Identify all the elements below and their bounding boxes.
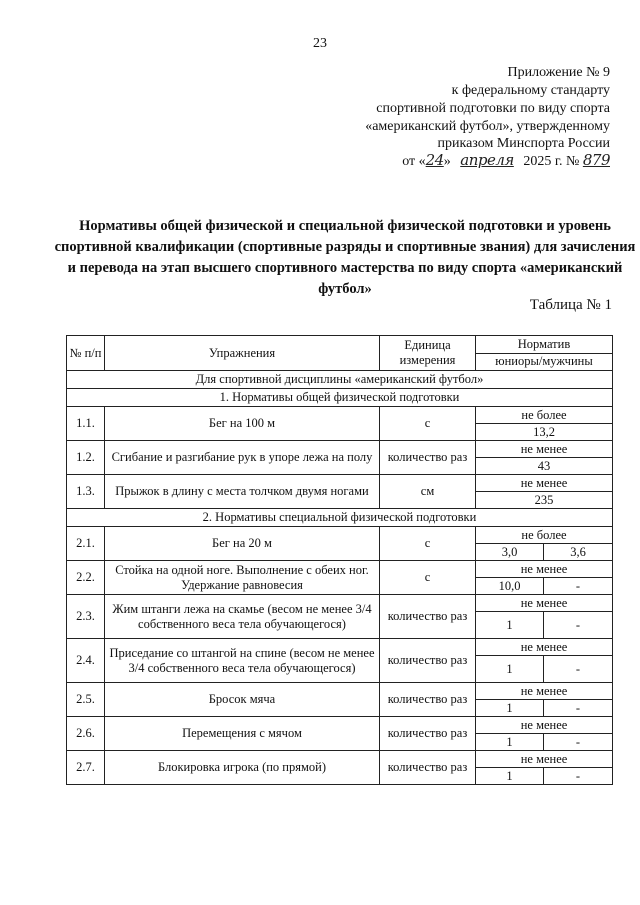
- table-row: [67, 595, 613, 612]
- row-value-1: 1: [476, 656, 544, 683]
- row-value-2: 3,6: [544, 544, 613, 561]
- row-num: 2.3.: [67, 595, 105, 639]
- table-row: [67, 527, 613, 544]
- appendix-line: к федеральному стандарту: [451, 83, 610, 98]
- section-row: [67, 509, 613, 527]
- row-value-1: 3,0: [476, 544, 544, 561]
- row-num: 2.1.: [67, 527, 105, 561]
- row-unit: количество раз: [380, 751, 476, 785]
- appendix-line: Приложение № 9: [507, 65, 610, 80]
- row-value-1: 1: [476, 734, 544, 751]
- discipline-label: Для спортивной дисциплины «американский футбол»: [67, 371, 613, 389]
- row-limit: не более: [476, 407, 613, 424]
- header-norm: Норматив: [476, 336, 613, 354]
- table-row: [67, 407, 613, 424]
- row-value-2: -: [544, 656, 613, 683]
- row-exercise: Блокировка игрока (по прямой): [105, 751, 380, 785]
- date-month-handwritten: апреля: [460, 151, 514, 169]
- document-title: Нормативы общей физической и специальной физической подготовки и уровень спортивной квалификации (спортивные разряды и спортивные звания) для зачисления и перевода на этап высшего спортивного мастерства по виду спорта «американский футбол»: [54, 218, 636, 297]
- header-num: № п/п: [67, 336, 105, 371]
- row-value: 13,2: [476, 424, 613, 441]
- row-limit: не менее: [476, 475, 613, 492]
- row-value-2: -: [544, 768, 613, 785]
- row-num: 1.3.: [67, 475, 105, 509]
- table-row: [67, 475, 613, 492]
- row-unit: количество раз: [380, 683, 476, 717]
- table-row: [67, 751, 613, 768]
- order-date-line: [402, 151, 610, 170]
- row-num: 1.1.: [67, 407, 105, 441]
- date-mid: »: [443, 154, 451, 169]
- appendix-line: приказом Минспорта России: [437, 136, 610, 151]
- header-exercise: Упражнения: [105, 336, 380, 371]
- row-num: 2.2.: [67, 561, 105, 595]
- row-value-1: 1: [476, 700, 544, 717]
- table-row: [67, 561, 613, 578]
- row-unit: с: [380, 527, 476, 561]
- row-num: 2.5.: [67, 683, 105, 717]
- row-num: 2.6.: [67, 717, 105, 751]
- table-label: Таблица № 1: [529, 297, 612, 313]
- row-num: 1.2.: [67, 441, 105, 475]
- row-value-1: 1: [476, 612, 544, 639]
- row-exercise: Жим штанги лежа на скамье (весом не менее 3/4 собственного веса тела обучающегося): [105, 595, 380, 639]
- row-limit: не менее: [476, 717, 613, 734]
- row-limit: не более: [476, 527, 613, 544]
- row-value: 43: [476, 458, 613, 475]
- table-row: [67, 441, 613, 458]
- row-exercise: Бег на 100 м: [105, 407, 380, 441]
- appendix-line: спортивной подготовки по виду спорта: [376, 101, 610, 116]
- table-row: [67, 717, 613, 734]
- order-number-handwritten: 879: [582, 151, 610, 169]
- row-unit: с: [380, 407, 476, 441]
- page-number: 23: [313, 36, 327, 51]
- section-row: [67, 389, 613, 407]
- standards-table: [66, 335, 613, 785]
- row-value-1: 10,0: [476, 578, 544, 595]
- table-row: [67, 639, 613, 656]
- header-group: юниоры/мужчины: [476, 353, 613, 371]
- row-unit: с: [380, 561, 476, 595]
- date-day-handwritten: 24: [425, 151, 444, 169]
- row-exercise: Бег на 20 м: [105, 527, 380, 561]
- row-unit: количество раз: [380, 717, 476, 751]
- header-unit: Единица измерения: [380, 336, 476, 371]
- row-exercise: Прыжок в длину с места толчком двумя ногами: [105, 475, 380, 509]
- row-value-2: -: [544, 612, 613, 639]
- row-exercise: Приседание со штангой на спине (весом не менее 3/4 собственного веса тела обучающегося): [105, 639, 380, 683]
- row-value-2: -: [544, 700, 613, 717]
- row-exercise: Бросок мяча: [105, 683, 380, 717]
- row-exercise: Перемещения с мячом: [105, 717, 380, 751]
- header-row: [67, 336, 613, 354]
- row-limit: не менее: [476, 595, 613, 612]
- row-limit: не менее: [476, 441, 613, 458]
- row-value-1: 1: [476, 768, 544, 785]
- row-limit: не менее: [476, 639, 613, 656]
- row-unit: количество раз: [380, 639, 476, 683]
- row-value-2: -: [544, 578, 613, 595]
- date-year: 2025 г. №: [523, 154, 580, 169]
- table-row: [67, 683, 613, 700]
- date-prefix: от «: [402, 154, 426, 169]
- row-value-2: -: [544, 734, 613, 751]
- row-exercise: Сгибание и разгибание рук в упоре лежа на полу: [105, 441, 380, 475]
- row-limit: не менее: [476, 561, 613, 578]
- row-value: 235: [476, 492, 613, 509]
- row-exercise: Стойка на одной ноге. Выполнение с обеих ног. Удержание равновесия: [105, 561, 380, 595]
- row-unit: количество раз: [380, 441, 476, 475]
- section-1-label: 1. Нормативы общей физической подготовки: [67, 389, 613, 407]
- section-2-label: 2. Нормативы специальной физической подготовки: [67, 509, 613, 527]
- appendix-line: «американский футбол», утвержденному: [365, 119, 610, 134]
- row-limit: не менее: [476, 683, 613, 700]
- row-unit: количество раз: [380, 595, 476, 639]
- discipline-row: [67, 371, 613, 389]
- row-unit: см: [380, 475, 476, 509]
- row-num: 2.4.: [67, 639, 105, 683]
- row-limit: не менее: [476, 751, 613, 768]
- row-num: 2.7.: [67, 751, 105, 785]
